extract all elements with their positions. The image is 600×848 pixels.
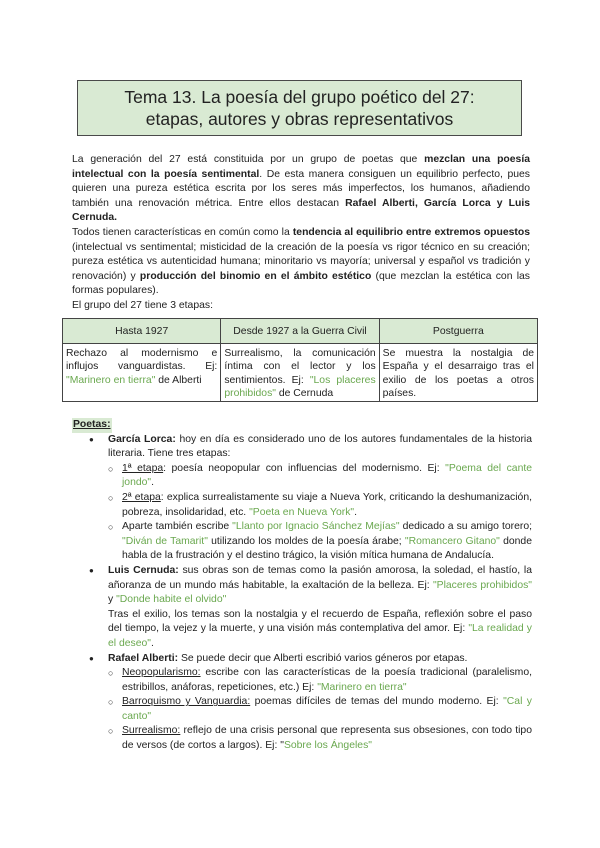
intro-section [72, 153, 530, 314]
list-item: ○ Barroquismo y Vanguardia: poemas difíciles de temas del mundo moderno. Ej: "Cal y canto" [108, 695, 532, 724]
table-header-row [63, 319, 538, 344]
intro-paragraph-1: La generación del 27 está constituida por un grupo de poetas que mezclan una poesía intelectual con la poesía sentimental. De esta manera consiguen un equilibrio perfecto, pues quieren una pureza estética escrita por los seres más imperfectos, los humanos, añadiendo también una renovación métrica. Entre ellos destacan Rafael Alberti, García Lorca y Luis Cernuda. [72, 154, 531, 224]
table-cell-stage-1: Rechazo al modernismo e influjos vanguardistas. Ej: "Marinero en tierra" de Alberti [63, 344, 221, 402]
list-item-lorca: ● García Lorca: hoy en día es considerado uno de los autores fundamentales de la historia literaria. Tiene tres etapas: ○ 1ª etapa: poesía neopopular con influencias del modernismo. Ej: "Poema del cante jondo". ○ 2ª etapa: explica surrealistamente su viaje a Nueva York, criticando la deshumanización, pobreza, insolidaridad, etc. "Poeta en Nueva York". ○ Aparte también escribe "Llanto por Ignacio Sánchez Mejías" dedicado a su amigo torero; "Diván de Tamarit" utilizando los moldes de la poesía árabe; "Romancero Gitano" donde habla de la frustración y el destino trágico, la visión mítica humana de Andalucía. [72, 433, 532, 564]
stages-table [62, 318, 538, 402]
table-row [63, 344, 538, 402]
list-item: ○ 2ª etapa: explica surrealistamente su viaje a Nueva York, criticando la deshumanización, pobreza, insolidaridad, etc. "Poeta en Nueva York". [108, 491, 532, 520]
table-header-3: Postguerra [379, 319, 537, 344]
table-header-2: Desde 1927 a la Guerra Civil [221, 319, 379, 344]
table-cell-stage-2: Surrealismo, la comunicación íntima con el lector y los sentimientos. Ej: "Los placeres prohibidos" de Cernuda [221, 344, 379, 402]
title-line-1: Tema 13. La poesía del grupo poético del 27: [124, 87, 475, 107]
table-cell-stage-3: Se muestra la nostalgia de España y el desarraigo tras el exilio de los poetas a otros países. [379, 344, 537, 402]
list-item-cernuda: ● Luis Cernuda: sus obras son de temas como la pasión amorosa, la soledad, el hastío, la añoranza de un mundo más habitable, la exaltación de la belleza. Ej: "Placeres prohibidos" y "Donde habite el olvido" Tras el exilio, los temas son la nostalgia y el recuerdo de España, reflexión sobre el paso del tiempo, la vejez y la muerte, y una visión más contemplativa del amor. Ej: "La realidad y el deseo". [72, 564, 532, 652]
cernuda-exile-paragraph: Tras el exilio, los temas son la nostalgia y el recuerdo de España, reflexión sobre el paso del tiempo, la vejez y la muerte, y una visión más contemplativa del amor. Ej: "La realidad y el deseo". [108, 608, 532, 649]
list-item: ○ Surrealismo: reflejo de una crisis personal que representa sus obsesiones, con todo tipo de versos (de cortos a largos). Ej: "Sobre los Ángeles" [108, 724, 532, 753]
alberti-stages-list [108, 666, 532, 754]
poets-heading: Poetas: [72, 418, 112, 433]
lorca-stages-list [108, 462, 532, 564]
list-item: ○ 1ª etapa: poesía neopopular con influencias del modernismo. Ej: "Poema del cante jondo". [108, 462, 532, 491]
poets-list [72, 433, 532, 754]
list-item: ○ Neopopularismo: escribe con las características de la poesía tradicional (paralelismo, estribillos, anáforas, repeticiones, etc.) Ej: "Marinero en tierra" [108, 666, 532, 695]
table-header-1: Hasta 1927 [63, 319, 221, 344]
poets-section [72, 418, 532, 754]
document-title [77, 80, 522, 136]
intro-paragraph-2: Todos tienen características en común como la tendencia al equilibrio entre extremos opuestos (intelectual vs sentimental; misticidad de la creación de la poesía vs rigor técnico en su creación; pureza estética vs autenticidad humana; minoritario vs mayoría; universal y español vs tradición y renovación) y producción del binomio en el ámbito estético (que mezclan la estética con las formas populares). [72, 226, 530, 297]
list-item-alberti: ● Rafael Alberti: Se puede decir que Alberti escribió varios géneros por etapas. ○ Neopopularismo: escribe con las características de la poesía tradicional (paralelismo, estribillos, anáforas, repeticiones, etc.) Ej: "Marinero en tierra" ○ Barroquismo y Vanguardia: poemas difíciles de temas del mundo moderno. Ej: "Cal y canto" ○ Surrealismo: reflejo de una crisis personal que representa sus obsesiones, con todo tipo de versos (de cortos a largos). Ej: "Sobre los Ángeles" [72, 652, 532, 754]
title-line-2: etapas, autores y obras representativos [145, 109, 454, 129]
list-item: ○ Aparte también escribe "Llanto por Ignacio Sánchez Mejías" dedicado a su amigo torero; "Diván de Tamarit" utilizando los moldes de la poesía árabe; "Romancero Gitano" donde habla de la frustración y el destino trágico, la visión mítica humana de Andalucía. [108, 520, 532, 564]
intro-paragraph-3: El grupo del 27 tiene 3 etapas: [72, 299, 213, 311]
